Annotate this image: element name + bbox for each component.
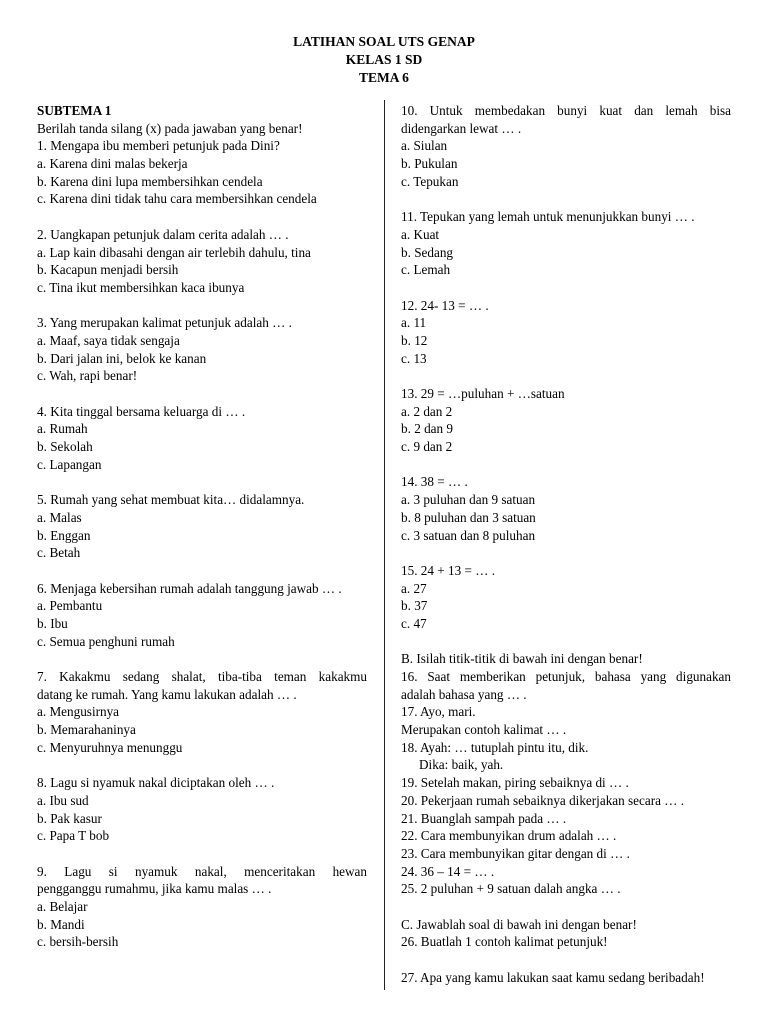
question-15: 15. 24 + 13 = … . <box>401 562 495 578</box>
option: a. 3 puluhan dan 9 satuan <box>401 492 536 508</box>
option: b. Enggan <box>37 527 91 543</box>
option: a. 2 dan 2 <box>401 403 453 419</box>
question-24: 24. 36 – 14 = … . <box>401 863 495 879</box>
question-3: 3. Yang merupakan kalimat petunjuk adalah … . <box>37 315 292 331</box>
question-1: 1. Mengapa ibu memberi petunjuk pada Dini? <box>37 138 280 154</box>
right-column <box>401 102 731 986</box>
option: b. 2 dan 9 <box>401 421 454 437</box>
subtema-heading: SUBTEMA 1 <box>37 103 112 118</box>
section-c-heading: C. Jawablah soal di bawah ini dengan benar! <box>401 916 637 932</box>
option: a. Rumah <box>37 421 88 437</box>
option: b. 37 <box>401 598 428 614</box>
option: a. Pembantu <box>37 598 103 614</box>
question-8: 8. Lagu si nyamuk nakal diciptakan oleh … . <box>37 775 275 791</box>
question-21: 21. Buanglah sampah pada … . <box>401 810 567 826</box>
question-23: 23. Cara membunyikan gitar dengan di … . <box>401 845 630 861</box>
question-18-cont: Dika: baik, yah. <box>419 757 504 773</box>
question-10: 10. Untuk membedakan bunyi kuat dan lemah bisa <box>401 103 731 118</box>
header-class: KELAS 1 SD <box>345 52 423 67</box>
left-column <box>37 102 367 951</box>
question-16: 16. Saat memberikan petunjuk, bahasa yang digunakan <box>401 669 731 684</box>
column-divider <box>384 100 385 990</box>
question-9: 9. Lagu si nyamuk nakal, menceritakan hewan <box>37 863 367 879</box>
question-7: 7. Kakakmu sedang shalat, tiba-tiba teman kakakmu <box>37 669 367 684</box>
option: c. 9 dan 2 <box>401 439 453 455</box>
question-6: 6. Menjaga kebersihan rumah adalah tanggung jawab … . <box>37 580 342 596</box>
option: c. Lapangan <box>37 456 102 472</box>
question-12: 12. 24- 13 = … . <box>401 297 489 313</box>
question-17-cont: Merupakan contoh kalimat … . <box>401 722 567 738</box>
header-title: LATIHAN SOAL UTS GENAP <box>293 34 475 49</box>
instruction-a: Berilah tanda silang (x) pada jawaban yang benar! <box>37 120 303 136</box>
option: c. 47 <box>401 615 427 631</box>
option: a. Malas <box>37 509 82 525</box>
header-theme: TEMA 6 <box>359 70 409 85</box>
option: b. Sekolah <box>37 439 93 455</box>
option: c. Tina ikut membersihkan kaca ibunya <box>37 279 245 295</box>
question-4: 4. Kita tinggal bersama keluarga di … . <box>37 403 246 419</box>
option: b. Kacapun menjadi bersih <box>37 262 179 278</box>
question-26: 26. Buatlah 1 contoh kalimat petunjuk! <box>401 934 608 950</box>
option: b. Pak kasur <box>37 810 102 826</box>
option: b. Karena dini lupa membersihkan cendela <box>37 173 263 189</box>
question-14: 14. 38 = … . <box>401 474 468 490</box>
option: c. bersih-bersih <box>37 934 119 950</box>
question-17: 17. Ayo, mari. <box>401 704 476 720</box>
option: a. Siulan <box>401 138 448 154</box>
option: c. Papa T bob <box>37 828 110 844</box>
option: c. Menyuruhnya menunggu <box>37 739 183 755</box>
question-16-cont: adalah bahasa yang … . <box>401 686 527 702</box>
option: a. Maaf, saya tidak sengaja <box>37 332 180 348</box>
option: c. Lemah <box>401 262 451 278</box>
option: c. Karena dini tidak tahu cara membersihkan cendela <box>37 191 317 207</box>
option: a. 27 <box>401 580 427 596</box>
option: b. 8 puluhan dan 3 satuan <box>401 509 536 525</box>
question-27: 27. Apa yang kamu lakukan saat kamu sedang beribadah! <box>401 969 705 985</box>
option: c. Betah <box>37 545 81 561</box>
option: a. Karena dini malas bekerja <box>37 156 188 172</box>
question-20: 20. Pekerjaan rumah sebaiknya dikerjakan secara … . <box>401 792 685 808</box>
option: a. Kuat <box>401 226 440 242</box>
option: b. Mandi <box>37 916 85 932</box>
option: c. 3 satuan dan 8 puluhan <box>401 527 536 543</box>
option: b. Pukulan <box>401 156 458 172</box>
question-9-cont: pengganggu rumahmu, jika kamu malas … . <box>37 881 272 897</box>
question-2: 2. Uangkapan petunjuk dalam cerita adalah … . <box>37 226 289 242</box>
option: b. Ibu <box>37 615 68 631</box>
question-7-cont: datang ke rumah. Yang kamu lakukan adalah … . <box>37 686 297 702</box>
question-10-cont: didengarkan lewat … . <box>401 120 522 136</box>
section-b-heading: B. Isilah titik-titik di bawah ini dengan benar! <box>401 651 643 667</box>
option: c. Wah, rapi benar! <box>37 368 138 384</box>
option: a. 11 <box>401 315 427 331</box>
option: b. Memarahaninya <box>37 722 136 738</box>
question-5: 5. Rumah yang sehat membuat kita… didalamnya. <box>37 492 305 508</box>
option: b. 12 <box>401 332 428 348</box>
question-13: 13. 29 = …puluhan + …satuan <box>401 386 565 401</box>
option: a. Lap kain dibasahi dengan air terlebih dahulu, tina <box>37 244 311 260</box>
question-25: 25. 2 puluhan + 9 satuan dalah angka … . <box>401 881 621 897</box>
option: c. Tepukan <box>401 173 459 189</box>
option: a. Mengusirnya <box>37 704 120 720</box>
option: c. Semua penghuni rumah <box>37 633 175 649</box>
question-11: 11. Tepukan yang lemah untuk menunjukkan bunyi … . <box>401 209 695 225</box>
page-header <box>0 33 768 87</box>
option: a. Belajar <box>37 898 88 914</box>
option: a. Ibu sud <box>37 792 89 808</box>
option: b. Dari jalan ini, belok ke kanan <box>37 350 207 366</box>
question-18: 18. Ayah: … tutuplah pintu itu, dik. <box>401 739 589 755</box>
option: c. 13 <box>401 350 427 366</box>
question-22: 22. Cara membunyikan drum adalah … . <box>401 828 617 844</box>
option: b. Sedang <box>401 244 454 260</box>
question-19: 19. Setelah makan, piring sebaiknya di … . <box>401 775 629 791</box>
